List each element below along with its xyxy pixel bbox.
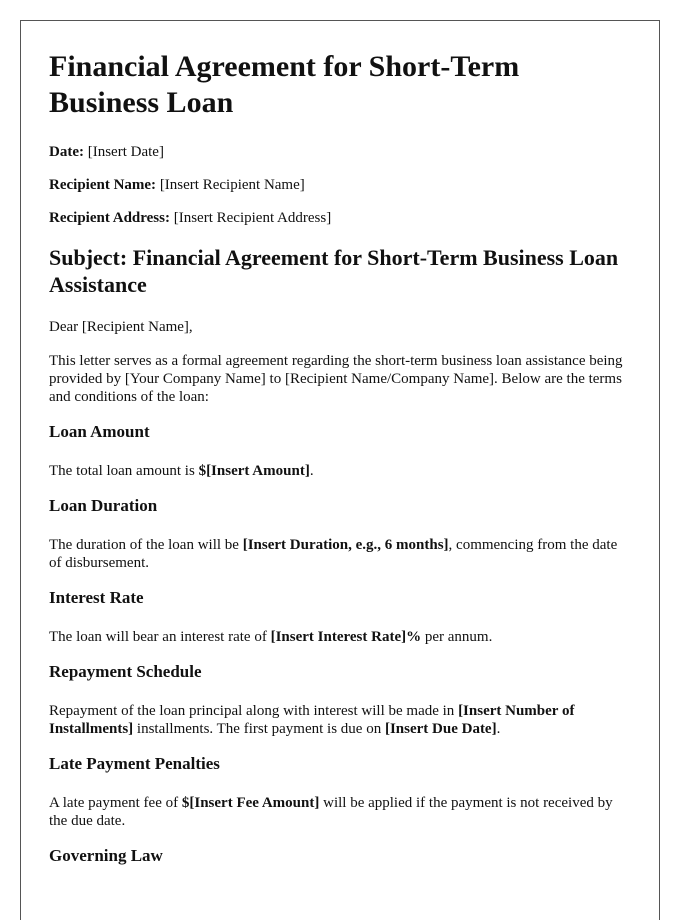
- date-line: [49, 143, 631, 161]
- intro-paragraph: This letter serves as a formal agreement regarding the short-term business loan assistance being provided by [Your Company Name] to [Recipient Name/Company Name]. Below are the terms and conditions of the loan:: [49, 353, 623, 405]
- date-value: [Insert Date]: [83, 144, 164, 160]
- due-date-placeholder: [Insert Due Date]: [384, 721, 497, 737]
- repayment-text-middle: installments. The first payment is due on: [133, 721, 385, 737]
- interest-rate-text-after: per annum.: [421, 629, 493, 645]
- installments-placeholder: [Insert Number of Installments]: [49, 703, 575, 737]
- salutation: Dear [Recipient Name],: [49, 319, 193, 335]
- recipient-address-label: Recipient Address:: [49, 210, 170, 226]
- interest-rate-text-before: The loan will bear an interest rate of: [49, 629, 271, 645]
- subject-heading: Subject: Financial Agreement for Short-Term Business Loan Assistance: [49, 245, 619, 297]
- recipient-name-line: [49, 176, 631, 194]
- governing-law-heading: Governing Law: [49, 846, 163, 865]
- loan-amount-text-after: .: [309, 463, 314, 479]
- recipient-address-value: [Insert Recipient Address]: [169, 210, 332, 226]
- repayment-schedule-text: [49, 702, 631, 738]
- loan-amount-placeholder: $[Insert Amount]: [198, 463, 310, 479]
- interest-rate-text: [49, 628, 631, 646]
- late-payment-heading: Late Payment Penalties: [49, 754, 220, 773]
- loan-duration-text-before: The duration of the loan will be: [49, 537, 243, 553]
- loan-amount-text-before: The total loan amount is: [49, 463, 199, 479]
- recipient-address-line: [49, 209, 631, 227]
- interest-rate-placeholder: [Insert Interest Rate]%: [270, 629, 422, 645]
- document-title: Financial Agreement for Short-Term Business Loan: [49, 50, 520, 119]
- repayment-text-after: .: [496, 721, 501, 737]
- document-page: [20, 20, 660, 920]
- repayment-schedule-heading: Repayment Schedule: [49, 662, 202, 681]
- loan-duration-text-after: , commencing from the date of disbursement.: [49, 537, 618, 571]
- late-payment-text: [49, 794, 631, 830]
- date-label: Date:: [49, 144, 84, 160]
- loan-duration-text: [49, 536, 631, 572]
- recipient-name-label: Recipient Name:: [49, 177, 157, 193]
- late-payment-text-after: will be applied if the payment is not received by the due date.: [49, 795, 613, 829]
- interest-rate-heading: Interest Rate: [49, 588, 144, 607]
- loan-amount-text: [49, 462, 631, 480]
- loan-duration-heading: Loan Duration: [49, 496, 158, 515]
- late-payment-text-before: A late payment fee of: [49, 795, 182, 811]
- loan-duration-placeholder: [Insert Duration, e.g., 6 months]: [242, 537, 449, 553]
- loan-amount-heading: Loan Amount: [49, 422, 150, 441]
- repayment-text-before: Repayment of the loan principal along with interest will be made in: [49, 703, 459, 719]
- recipient-name-value: [Insert Recipient Name]: [156, 177, 305, 193]
- late-fee-placeholder: $[Insert Fee Amount]: [181, 795, 320, 811]
